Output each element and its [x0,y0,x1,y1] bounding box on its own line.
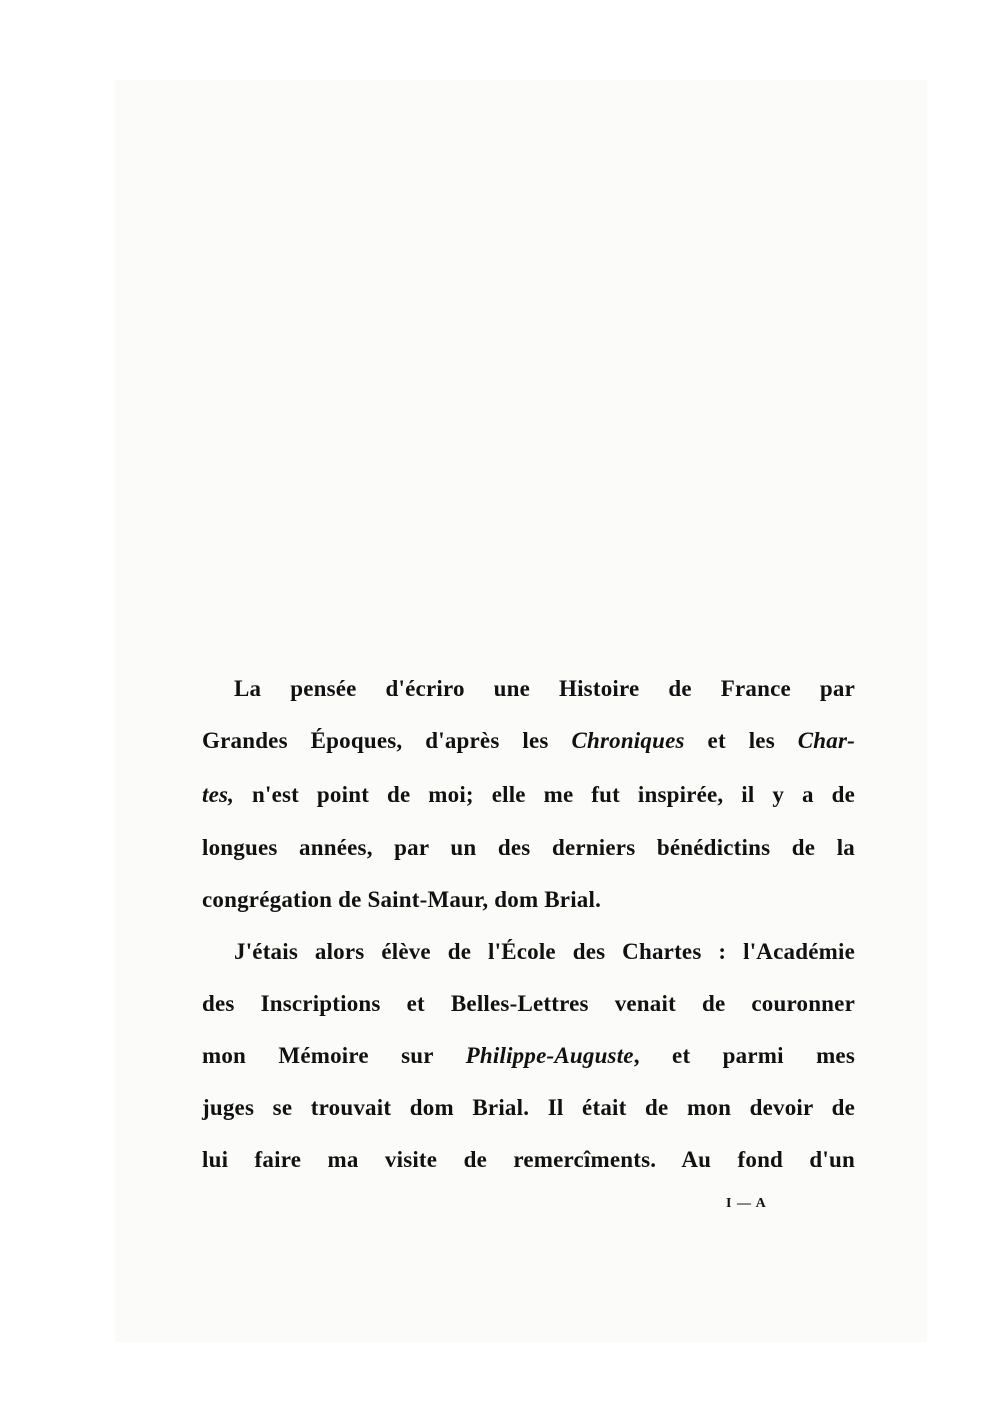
text: longues années, par un des derniers bénédictins de la [202,835,855,860]
text-line [202,1043,855,1083]
italic-title: tes, [202,782,235,807]
text: , et parmi mes [633,1043,855,1068]
text: mon Mémoire sur [202,1043,466,1068]
text-line [202,835,855,875]
text-line [202,728,855,768]
text-line [202,887,855,927]
text: des Inscriptions et Belles-Lettres venait de couronner [202,991,855,1016]
italic-title: Chroniques [571,728,685,753]
text: La pensée d'écriro une Histoire de France par [234,676,855,701]
italic-title: Philippe-Auguste [465,1043,634,1068]
text: n'est point de moi; elle me fut inspirée, il y a de [234,782,855,807]
text-line [234,676,855,716]
signature-mark: I — A [726,1196,767,1211]
italic-title: Char- [797,728,855,753]
text: et les [684,728,798,753]
text: congrégation de Saint-Maur, dom Brial. [202,887,602,912]
text-line [202,1147,855,1187]
text-line [202,991,855,1031]
text-line [202,1095,855,1135]
text: juges se trouvait dom Brial. Il était de mon devoir de [202,1095,855,1120]
text: lui faire ma visite de remercîments. Au fond d'un [202,1147,855,1172]
text: J'étais alors élève de l'École des Chartes : l'Académie [234,939,855,964]
text-line [234,939,855,979]
text-line [202,782,855,822]
text: Grandes Époques, d'après les [202,728,572,753]
